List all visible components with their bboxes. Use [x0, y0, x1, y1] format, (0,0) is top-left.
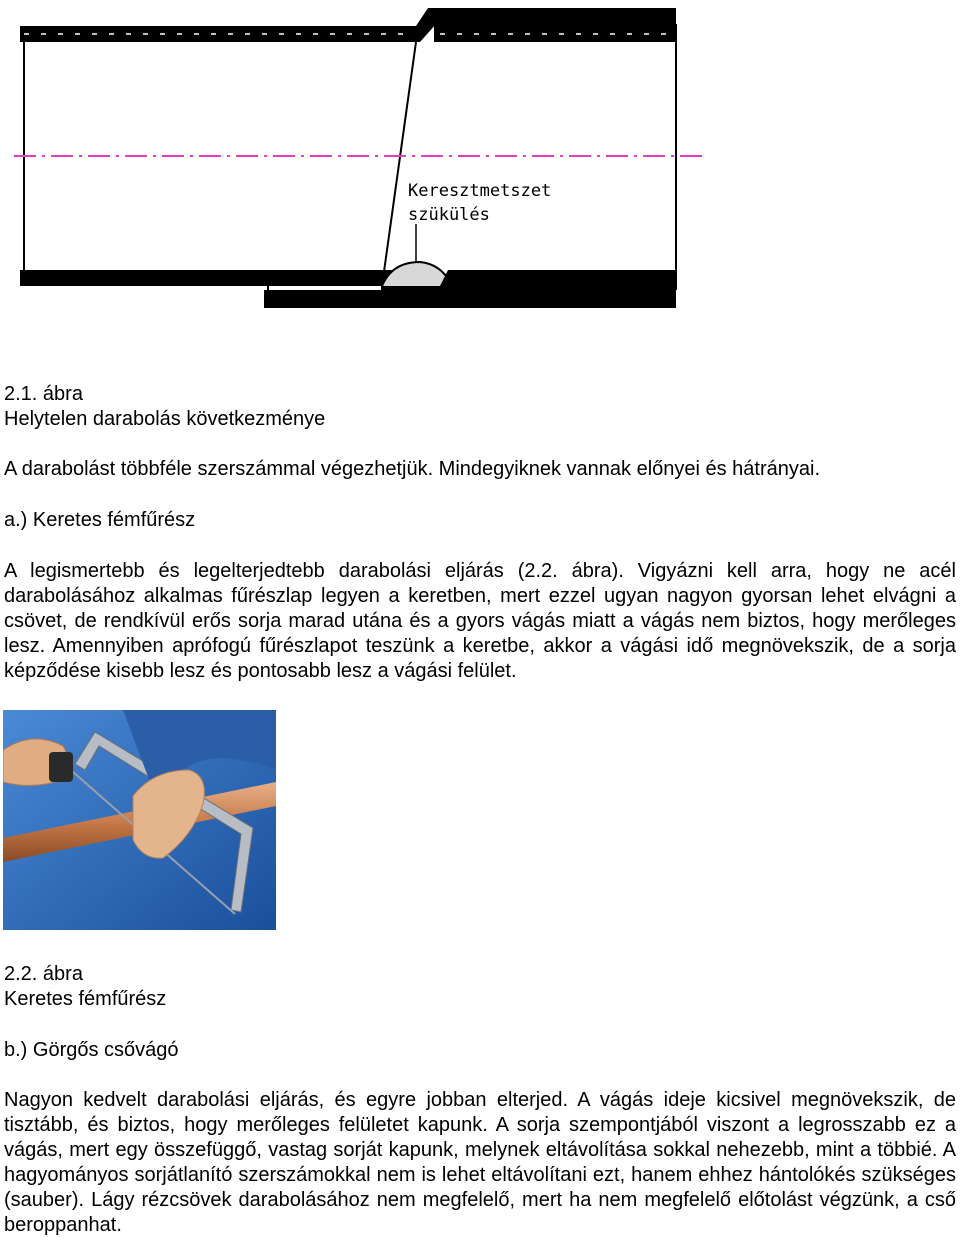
diagram-label-line1: Keresztmetszet	[408, 181, 552, 201]
figure-1-title: Helytelen darabolás következménye	[4, 408, 326, 430]
pipe-cut-diagram	[0, 0, 720, 330]
diagram-label-line2: szükülés	[408, 205, 490, 225]
intro-paragraph: A darabolást többféle szerszámmal végezhetjük. Mindegyiknek vannak előnyei és hátrányai.	[4, 458, 821, 480]
figure-2-title: Keretes fémfűrész	[4, 988, 167, 1010]
section-a-heading: a.) Keretes fémfűrész	[4, 509, 196, 531]
hacksaw-photo	[3, 710, 276, 930]
figure-1-number: 2.1. ábra	[4, 383, 83, 405]
section-a-paragraph: A legismertebb és legelterjedtebb darabolási eljárás (2.2. ábra). Vigyázni kell arra, hogy ne acél darabolásához alkalmas fűrészlap legyen a keretben, mert ezzel ugyan nagyon gyorsan lehet elvágni a csövet, de rendkívül erős sorja marad utána és a gyors vágás miatt a vágás nem biztos, hogy merőleges lesz. Amennyiben aprófogú fűrészlapot teszünk a keretbe, akkor a vágási idő megnövekszik, de a sorja képződése kisebb lesz és pontosabb lesz a vágási felület.	[4, 560, 956, 682]
saw-handle	[49, 752, 73, 782]
right-pipe-top-band	[428, 8, 676, 26]
section-b-heading: b.) Görgős csővágó	[4, 1039, 179, 1061]
left-pipe-bottom-wall	[20, 270, 396, 286]
section-b-paragraph: Nagyon kedvelt darabolási eljárás, és egyre jobban elterjed. A vágás ideje kicsivel megnövekszik, de tisztább, és biztos, hogy merőleges felületet kapunk. A sorja szempontjából viszont a legrosszabb ez a vágás, mert egy összefüggő, vastag sorját kapunk, melynek eltávolítása sokkal nehezebb, mint a többié. A hagyományos sorjátlanító szerszámokkal nem is lehet eltávolítani ezt, hanem ehhez hántolókés szükséges (sauber). Lágy rézcsövek darabolásához nem megfelelő, mert ha nem megfelelő előtolást végzünk, a cső beroppanhat.	[4, 1089, 956, 1236]
figure-2-number: 2.2. ábra	[4, 963, 83, 985]
slanted-cut-line	[382, 42, 416, 286]
